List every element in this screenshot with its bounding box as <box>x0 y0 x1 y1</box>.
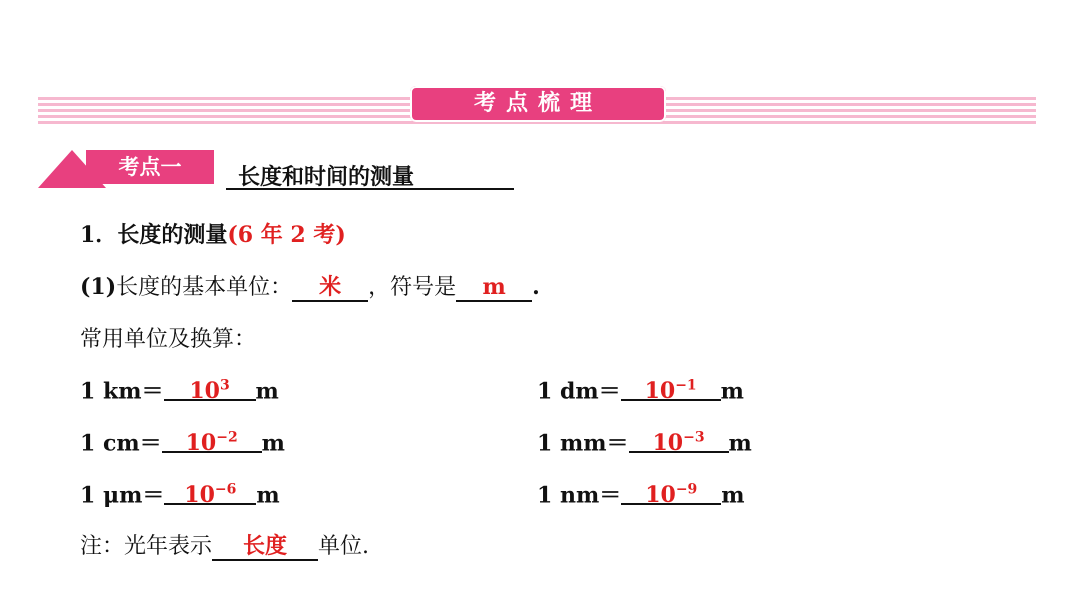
conversion-lhs: 1 km＝ <box>80 378 164 405</box>
heading-note: (6 年 2 考) <box>227 222 346 248</box>
basic-unit-answer-blank <box>292 274 368 302</box>
conversion-unit: m <box>721 482 745 509</box>
note-answer-blank <box>212 533 318 561</box>
conversion-row <box>80 477 280 509</box>
conversion-blank <box>629 425 729 457</box>
conversion-blank <box>162 425 262 457</box>
conversion-base: 10 <box>645 482 676 509</box>
conversion-exp: −1 <box>675 378 697 394</box>
basic-unit-text: 长度的基本单位： <box>116 275 293 300</box>
conversion-exp: −2 <box>216 430 238 446</box>
conversion-row <box>80 373 279 405</box>
symbol-answer: m <box>482 274 506 300</box>
section-tag: 考点一 <box>86 150 214 184</box>
conversion-exp: −9 <box>675 482 698 498</box>
basic-unit-end: . <box>532 274 540 300</box>
section-title: 长度和时间的测量 <box>238 165 415 190</box>
heading-line <box>80 218 346 249</box>
conversion-row <box>537 477 745 509</box>
conversion-lhs: 1 dm＝ <box>537 378 621 405</box>
conversion-row <box>537 373 744 405</box>
conversion-unit: m <box>720 378 744 405</box>
conversion-blank <box>621 373 721 405</box>
conversion-unit: m <box>255 378 279 405</box>
conversion-base: 10 <box>189 378 220 405</box>
conversion-base: 10 <box>185 430 217 457</box>
conversion-blank <box>164 373 256 405</box>
conversion-blank <box>621 477 721 509</box>
conversion-base: 10 <box>644 378 676 405</box>
conversion-base: 10 <box>652 430 684 457</box>
conversion-blank <box>164 477 256 509</box>
symbol-answer-blank <box>456 274 532 302</box>
heading-text: 长度的测量 <box>117 222 228 248</box>
conversion-unit: m <box>261 430 285 457</box>
banner-title: 考点梳理 <box>410 86 666 122</box>
conversion-exp: −3 <box>683 430 705 446</box>
conversion-unit: m <box>728 430 752 457</box>
basic-unit-middle: ，符号是 <box>368 275 457 300</box>
note-suffix: 单位. <box>318 534 370 559</box>
conversion-row <box>537 425 752 457</box>
note-line <box>80 529 369 561</box>
note-prefix: 注：光年表示 <box>80 534 213 559</box>
conversion-lhs: 1 mm＝ <box>537 430 629 457</box>
basic-unit-prefix: (1) <box>80 274 117 300</box>
heading-number: 1． <box>80 222 118 248</box>
conversion-exp: −6 <box>214 482 237 498</box>
basic-unit-line <box>80 270 540 302</box>
section-underline <box>226 188 514 190</box>
conversion-lhs: 1 cm＝ <box>80 430 162 457</box>
conversion-exp: 3 <box>219 378 230 394</box>
conversion-lhs: 1 μm＝ <box>80 482 165 509</box>
conversion-base: 10 <box>184 482 215 509</box>
conversion-unit: m <box>256 482 280 509</box>
note-answer: 长度 <box>243 533 288 559</box>
common-units-label: 常用单位及换算： <box>80 327 257 352</box>
conversion-row <box>80 425 285 457</box>
basic-unit-answer: 米 <box>319 274 342 300</box>
conversion-lhs: 1 nm＝ <box>537 482 622 509</box>
